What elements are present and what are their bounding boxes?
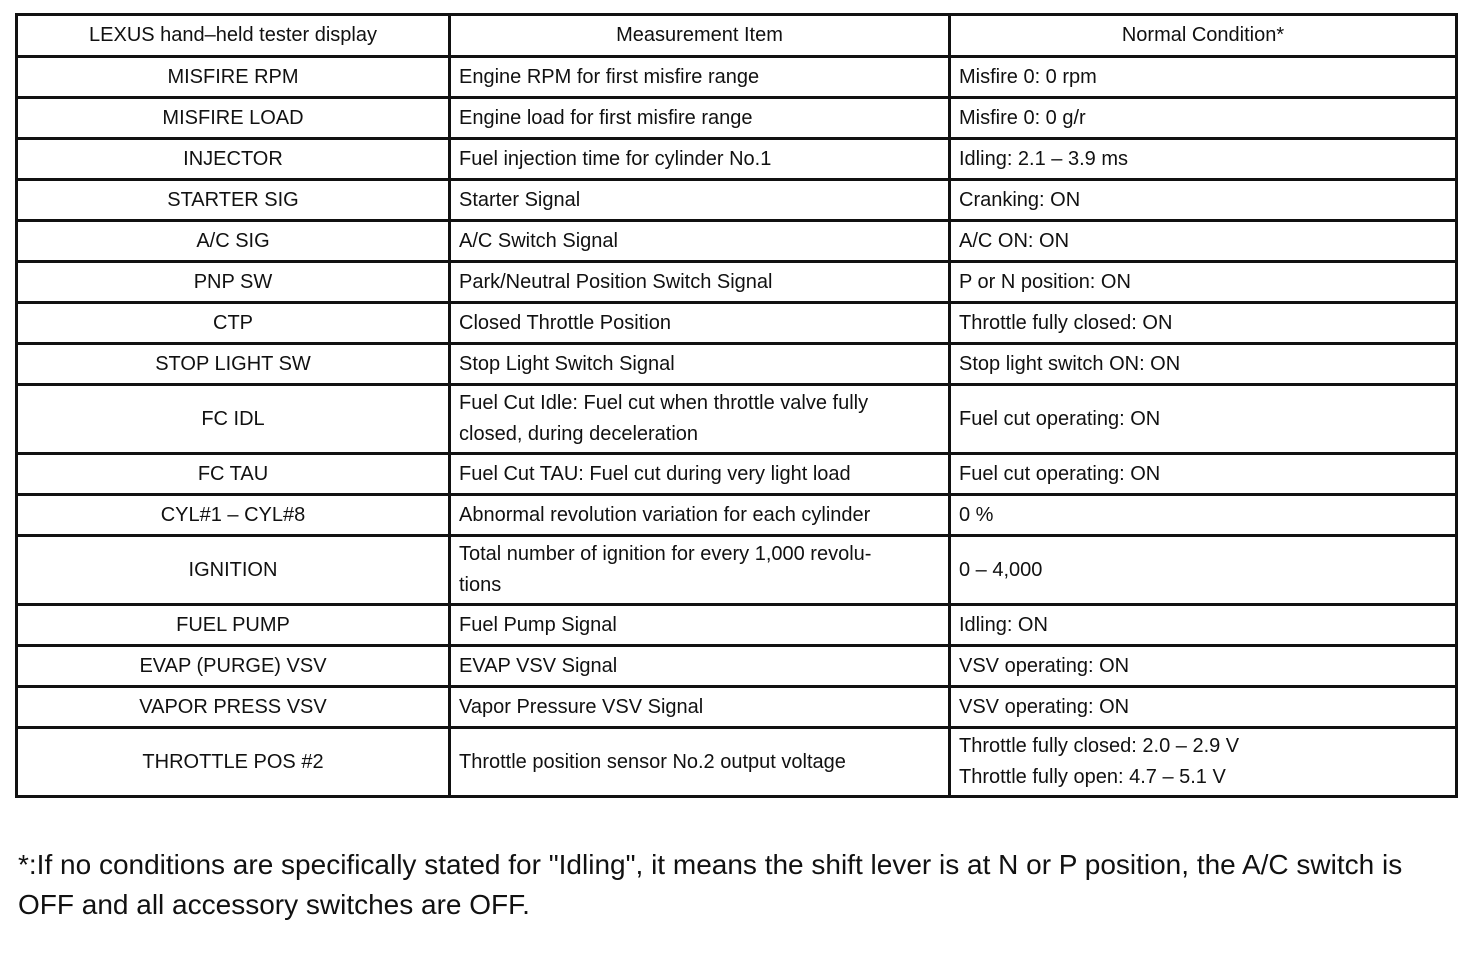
cell-tester-display: INJECTOR — [17, 139, 450, 180]
table-row — [17, 687, 1457, 728]
cell-measurement-item — [450, 221, 950, 262]
cell-measurement-item — [450, 728, 950, 797]
cell-tester-display: STARTER SIG — [17, 180, 450, 221]
cell-measurement-item — [450, 454, 950, 495]
cell-normal-condition — [950, 303, 1457, 344]
cell-tester-display: FC TAU — [17, 454, 450, 495]
cell-measurement-item — [450, 303, 950, 344]
table-body — [17, 57, 1457, 797]
normal-condition-line: Throttle fully closed: ON — [959, 311, 1173, 334]
tester-display-table — [15, 13, 1458, 798]
measurement-item-line: Vapor Pressure VSV Signal — [459, 695, 704, 718]
cell-normal-condition — [950, 687, 1457, 728]
normal-condition-line: Fuel cut operating: ON — [959, 407, 1161, 430]
normal-condition-line: Fuel cut operating: ON — [959, 462, 1161, 485]
normal-condition-line: Idling: ON — [959, 613, 1048, 636]
cell-tester-display: STOP LIGHT SW — [17, 344, 450, 385]
table-row — [17, 221, 1457, 262]
table-header-row — [17, 15, 1457, 57]
table-row — [17, 454, 1457, 495]
cell-measurement-item — [450, 98, 950, 139]
cell-tester-display: THROTTLE POS #2 — [17, 728, 450, 797]
normal-condition-line: VSV operating: ON — [959, 654, 1130, 677]
measurement-item-line: Starter Signal — [459, 188, 581, 211]
measurement-item-line: tions — [459, 574, 502, 596]
cell-tester-display: A/C SIG — [17, 221, 450, 262]
cell-normal-condition — [950, 180, 1457, 221]
cell-measurement-item — [450, 605, 950, 646]
cell-tester-display: PNP SW — [17, 262, 450, 303]
table-row — [17, 344, 1457, 385]
cell-measurement-item — [450, 57, 950, 98]
normal-condition-line: VSV operating: ON — [959, 695, 1130, 718]
header-measurement-item: Measurement Item — [450, 15, 950, 57]
cell-normal-condition — [950, 454, 1457, 495]
cell-tester-display: CTP — [17, 303, 450, 344]
table-row — [17, 98, 1457, 139]
measurement-item-line: Abnormal revolution variation for each cylinder — [459, 503, 871, 526]
normal-condition-line: A/C ON: ON — [959, 229, 1070, 252]
cell-tester-display: CYL#1 – CYL#8 — [17, 495, 450, 536]
normal-condition-line: Misfire 0: 0 rpm — [959, 65, 1097, 88]
measurement-item-line: A/C Switch Signal — [459, 229, 618, 252]
normal-condition-line: Stop light switch ON: ON — [959, 352, 1181, 375]
measurement-item-line: Engine RPM for first misfire range — [459, 65, 760, 88]
cell-normal-condition — [950, 385, 1457, 454]
cell-measurement-item — [450, 536, 950, 605]
cell-normal-condition — [950, 728, 1457, 797]
cell-normal-condition — [950, 536, 1457, 605]
header-normal-condition: Normal Condition* — [950, 15, 1457, 57]
cell-tester-display: MISFIRE LOAD — [17, 98, 450, 139]
cell-tester-display: FUEL PUMP — [17, 605, 450, 646]
measurement-item-line: Closed Throttle Position — [459, 311, 671, 334]
table-row — [17, 262, 1457, 303]
normal-condition-line: 0 % — [959, 503, 994, 526]
cell-normal-condition — [950, 221, 1457, 262]
table-row — [17, 728, 1457, 797]
table-row — [17, 495, 1457, 536]
table-row — [17, 536, 1457, 605]
measurement-item-line: Park/Neutral Position Switch Signal — [459, 270, 773, 293]
measurement-item-line: Fuel injection time for cylinder No.1 — [459, 147, 772, 170]
cell-tester-display: VAPOR PRESS VSV — [17, 687, 450, 728]
table-row — [17, 605, 1457, 646]
normal-condition-line: Cranking: ON — [959, 188, 1081, 211]
normal-condition-line: Throttle fully closed: 2.0 – 2.9 V — [959, 735, 1240, 757]
cell-tester-display: EVAP (PURGE) VSV — [17, 646, 450, 687]
cell-normal-condition — [950, 262, 1457, 303]
measurement-item-line: Fuel Pump Signal — [459, 613, 617, 636]
cell-tester-display: FC IDL — [17, 385, 450, 454]
cell-measurement-item — [450, 646, 950, 687]
measurement-item-line: EVAP VSV Signal — [459, 654, 618, 677]
cell-measurement-item — [450, 180, 950, 221]
cell-measurement-item — [450, 385, 950, 454]
cell-measurement-item — [450, 262, 950, 303]
header-tester-display: LEXUS hand–held tester display — [17, 15, 450, 57]
measurement-item-line: Total number of ignition for every 1,000 revolu- — [459, 543, 872, 565]
table-row — [17, 180, 1457, 221]
cell-normal-condition — [950, 495, 1457, 536]
table-row — [17, 385, 1457, 454]
measurement-item-line: Fuel Cut Idle: Fuel cut when throttle valve fully — [459, 392, 869, 414]
cell-tester-display: MISFIRE RPM — [17, 57, 450, 98]
normal-condition-line: Idling: 2.1 – 3.9 ms — [959, 147, 1128, 170]
normal-condition-line: P or N position: ON — [959, 270, 1131, 293]
cell-measurement-item — [450, 139, 950, 180]
cell-measurement-item — [450, 344, 950, 385]
cell-measurement-item — [450, 687, 950, 728]
cell-measurement-item — [450, 495, 950, 536]
table-row — [17, 646, 1457, 687]
normal-condition-line: 0 – 4,000 — [959, 558, 1043, 581]
measurement-item-line: Fuel Cut TAU: Fuel cut during very light load — [459, 462, 851, 485]
normal-condition-line: Throttle fully open: 4.7 – 5.1 V — [959, 766, 1226, 788]
measurement-item-line: Throttle position sensor No.2 output voltage — [459, 750, 846, 773]
normal-condition-line: Misfire 0: 0 g/r — [959, 106, 1086, 129]
cell-normal-condition — [950, 98, 1457, 139]
cell-normal-condition — [950, 344, 1457, 385]
cell-tester-display: IGNITION — [17, 536, 450, 605]
table-row — [17, 57, 1457, 98]
measurement-item-line: closed, during deceleration — [459, 423, 699, 445]
footnote: *:If no conditions are specifically stated for "Idling", it means the shift lever is at N or P position, the A/C switch is OFF and all accessory switches are OFF. — [18, 849, 1403, 920]
measurement-item-line: Engine load for first misfire range — [459, 106, 753, 129]
table-row — [17, 303, 1457, 344]
measurement-item-line: Stop Light Switch Signal — [459, 352, 675, 375]
cell-normal-condition — [950, 646, 1457, 687]
cell-normal-condition — [950, 57, 1457, 98]
table-row — [17, 139, 1457, 180]
cell-normal-condition — [950, 139, 1457, 180]
cell-normal-condition — [950, 605, 1457, 646]
